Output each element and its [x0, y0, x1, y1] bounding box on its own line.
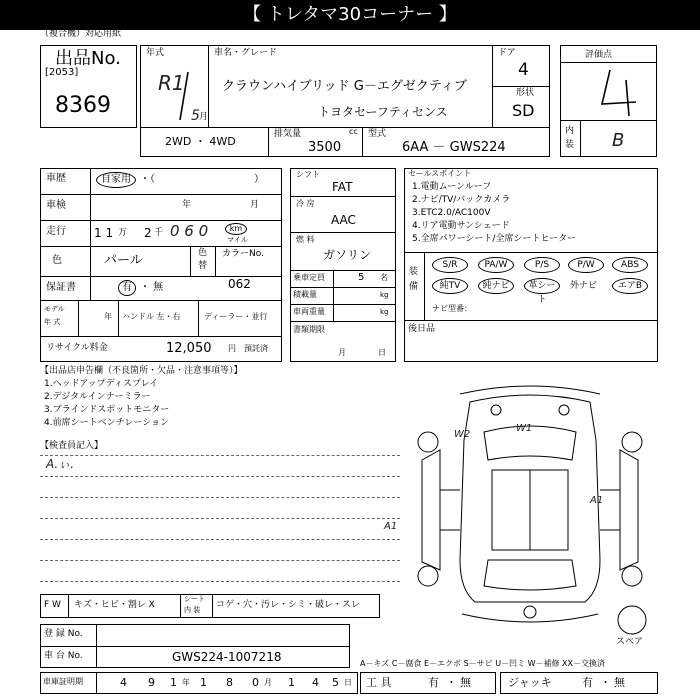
displacement-label: 排気量: [274, 129, 302, 139]
history-table: [40, 168, 282, 362]
option-grade: トヨタセーフティセンス: [318, 105, 448, 119]
ac-value: AAC: [331, 213, 356, 227]
load-label: 積載量: [293, 290, 317, 299]
door-label: ドア: [498, 48, 516, 58]
equip-ext-navi: 外ナビ: [570, 281, 598, 291]
jack-sep: ・: [600, 676, 611, 689]
year-month: 5: [191, 108, 200, 124]
vehicle-name: クラウンハイブリッド G－エグゼクティブ: [222, 79, 467, 94]
model-year-unit: 年: [104, 312, 112, 321]
displacement: 3500: [308, 140, 342, 155]
year-label: 年式: [146, 48, 165, 58]
handle-side: ハンドル 左・右: [122, 312, 181, 321]
sales-item-5: 5.全席パワーシート/全席シートヒーター: [412, 234, 577, 244]
note-item-4: 4.前席シートベンチレーション: [44, 418, 170, 428]
cert-year-digit-1: 4: [120, 676, 127, 689]
after-items-label: 後日品: [408, 324, 436, 334]
equip-leather: 革シート: [524, 278, 560, 294]
note-item-1: 1.ヘッドアップディスプレイ: [44, 379, 159, 389]
navi-model-label: ナビ型番：: [432, 304, 472, 313]
score-value: [600, 80, 601, 81]
chassis-number: GWS224-1007218: [172, 650, 282, 664]
month-unit: 月: [199, 112, 209, 122]
tools-no: 無: [460, 676, 471, 689]
inspection-month-unit: 月: [250, 200, 260, 210]
inspection-year-unit: 年: [182, 200, 192, 210]
certificate-bar: [40, 672, 358, 694]
km-unit-circled: km: [225, 223, 247, 235]
doc-deadline-label: 書類期限: [293, 325, 325, 334]
mile-unit: マイル: [227, 236, 248, 244]
cert-year-digit-3: 1: [170, 676, 177, 689]
legend-sheet-1: シート: [184, 595, 205, 603]
shift-label: シフト: [296, 170, 320, 179]
capacity-value: 5: [358, 272, 365, 283]
inspection-label: 車検: [46, 200, 66, 211]
legend-fw: F W: [44, 600, 61, 610]
interior-label-1: 内: [565, 126, 575, 136]
recycle-note: 預託済: [244, 344, 268, 353]
note-item-2: 2.デジタルインナーミラー: [44, 392, 151, 402]
equip-abs: ABS: [612, 257, 648, 273]
color-no: 062: [228, 277, 251, 291]
load-unit: kg: [380, 291, 389, 299]
capacity-label: 乗車定員: [293, 273, 325, 282]
chassis-label: 車 台 No.: [44, 651, 83, 661]
score-label: 評価点: [585, 50, 613, 60]
cert-year-unit: 年: [182, 678, 190, 687]
mileage-rest: 0 6 0: [170, 222, 209, 240]
interior-score: B: [612, 130, 625, 151]
car-condition-diagram: [400, 380, 660, 650]
tools-label: 工 具: [366, 676, 392, 689]
cert-day-digit-3: 5: [332, 676, 339, 689]
sales-item-4: 4.リア電動サンシェード: [412, 221, 510, 231]
equip-pa-w: PA/W: [478, 257, 514, 273]
inspector-note: A.ぃ.: [46, 457, 75, 471]
warranty-label: 保証書: [46, 282, 76, 293]
dealer-type: ディーラー・並行: [204, 312, 268, 321]
jack-yes: 有: [582, 676, 593, 689]
fuel-value: ガソリン: [323, 248, 372, 262]
recycle-label: リサイクル料金: [46, 343, 108, 353]
cert-day-digit-1: 1: [288, 676, 295, 689]
equip-navi: 純ナビ: [478, 278, 514, 294]
usage-circled: 自家用: [96, 172, 136, 188]
legend-defects-2: コゲ・穴・汚レ・シミ・破レ・スレ: [216, 600, 361, 610]
mark-w2: W2: [454, 429, 471, 440]
doc-day: 日: [378, 348, 386, 357]
sales-item-2: 2.ナビ/TV/バックカメラ: [412, 195, 511, 205]
cert-month-digit-3: 0: [252, 676, 259, 689]
banner-title: 【 トレタマ30コーナー 】: [0, 0, 700, 30]
usage-paren-open: ・（: [140, 174, 155, 185]
capacity-unit: 名: [380, 273, 388, 282]
mark-w1: W1: [516, 423, 533, 434]
weight-unit: kg: [380, 308, 389, 316]
color-label: 色: [52, 255, 62, 266]
tools-sep: ・: [446, 676, 457, 689]
name-label: 車名・グレード: [214, 48, 278, 58]
cert-day-digit-2: 4: [312, 676, 319, 689]
model-code: 6AA － GWS224: [402, 140, 506, 155]
cc-unit: cc: [349, 127, 358, 136]
legend-defects-1: キズ・ヒビ・割レ X: [74, 600, 155, 610]
jack-label: ジャッキ: [508, 676, 552, 689]
cert-day-unit: 日: [344, 678, 352, 687]
mileage-man: 1 1: [94, 226, 114, 240]
usage-paren-close: ）: [254, 174, 264, 185]
equip-pw: P/W: [568, 257, 604, 273]
reg-label: 登 録 No.: [44, 629, 83, 639]
tools-yes: 有: [428, 676, 439, 689]
equipment-label-1: 装: [409, 267, 419, 277]
mark-a1-right: A1: [590, 495, 604, 506]
weight-label: 車両重量: [293, 307, 325, 316]
spare-label: スペア: [616, 637, 644, 647]
model-year-label-2: 年 式: [44, 318, 61, 326]
drive-type: 2WD ・ 4WD: [165, 135, 236, 148]
color-swap-2: 替: [198, 261, 208, 271]
sales-item-1: 1.電動ムーンルーフ: [412, 182, 492, 192]
warranty-no: ・ 無: [140, 282, 164, 293]
warranty-yes-circled: 有: [118, 280, 136, 296]
equipment-label-2: 備: [409, 282, 419, 292]
sen-unit: 千: [154, 228, 164, 238]
sales-label: セールスポイント: [408, 169, 472, 178]
certificate-label: 車庫証明期: [43, 677, 83, 686]
interior-label-2: 装: [565, 140, 575, 150]
form-subtitle: （複合機）対応用紙: [40, 29, 122, 39]
recycle-unit: 円: [228, 344, 236, 353]
history-label: 車歴: [46, 173, 66, 184]
doc-month: 月: [338, 348, 346, 357]
body-shape: SD: [512, 101, 535, 120]
equip-tv: 純TV: [432, 278, 468, 294]
door-count: 4: [518, 60, 529, 80]
sales-item-3: 3.ETC2.0/AC100V: [412, 208, 491, 218]
equip-airbag: エアB: [612, 278, 648, 294]
man-unit: 万: [118, 228, 128, 238]
recycle-amount: 12,050: [166, 341, 212, 356]
model-label: 型式: [368, 129, 387, 139]
equip-ps: P/S: [524, 257, 560, 273]
ac-label: 冷 房: [296, 199, 315, 208]
notes-title: 【出品店申告欄（不良箇所・欠品・注意事項等）】: [40, 366, 243, 376]
legend-codes: A－キズ C－腐食 E－エクボ S－サビ U－凹ミ W－補修 XX－交換済: [360, 659, 606, 668]
mark-a1-left: A1: [384, 521, 398, 532]
cert-month-digit-1: 1: [200, 676, 207, 689]
jack-no: 無: [614, 676, 625, 689]
cert-month-digit-2: 8: [226, 676, 233, 689]
mileage-label: 走行: [46, 226, 66, 237]
color-value: パール: [104, 253, 143, 268]
year-era: R1: [158, 71, 185, 95]
color-swap-1: 色: [198, 248, 208, 258]
note-item-3: 3.ブラインドスポットモニター: [44, 405, 170, 415]
shift-value: FAT: [332, 180, 353, 194]
lot-number: 8369: [55, 93, 111, 118]
cert-year-digit-2: 9: [148, 676, 155, 689]
legend-sheet-2: 内 装: [184, 606, 201, 614]
inspector-title: 【検査員記入】: [40, 441, 104, 451]
lot-label: 出品No.: [55, 48, 121, 69]
fuel-label: 燃 料: [296, 235, 315, 244]
score-handwritten: [596, 66, 640, 118]
lot-code: [2053]: [45, 67, 79, 78]
model-year-label-1: モデル: [44, 305, 65, 313]
year-slash-mark: [168, 70, 208, 125]
shape-label: 形状: [516, 88, 535, 98]
mileage-sen: 2: [144, 226, 152, 240]
equip-sunroof: S/R: [432, 257, 468, 273]
cert-month-unit: 月: [264, 678, 272, 687]
color-no-label: カラーNo.: [222, 249, 264, 259]
